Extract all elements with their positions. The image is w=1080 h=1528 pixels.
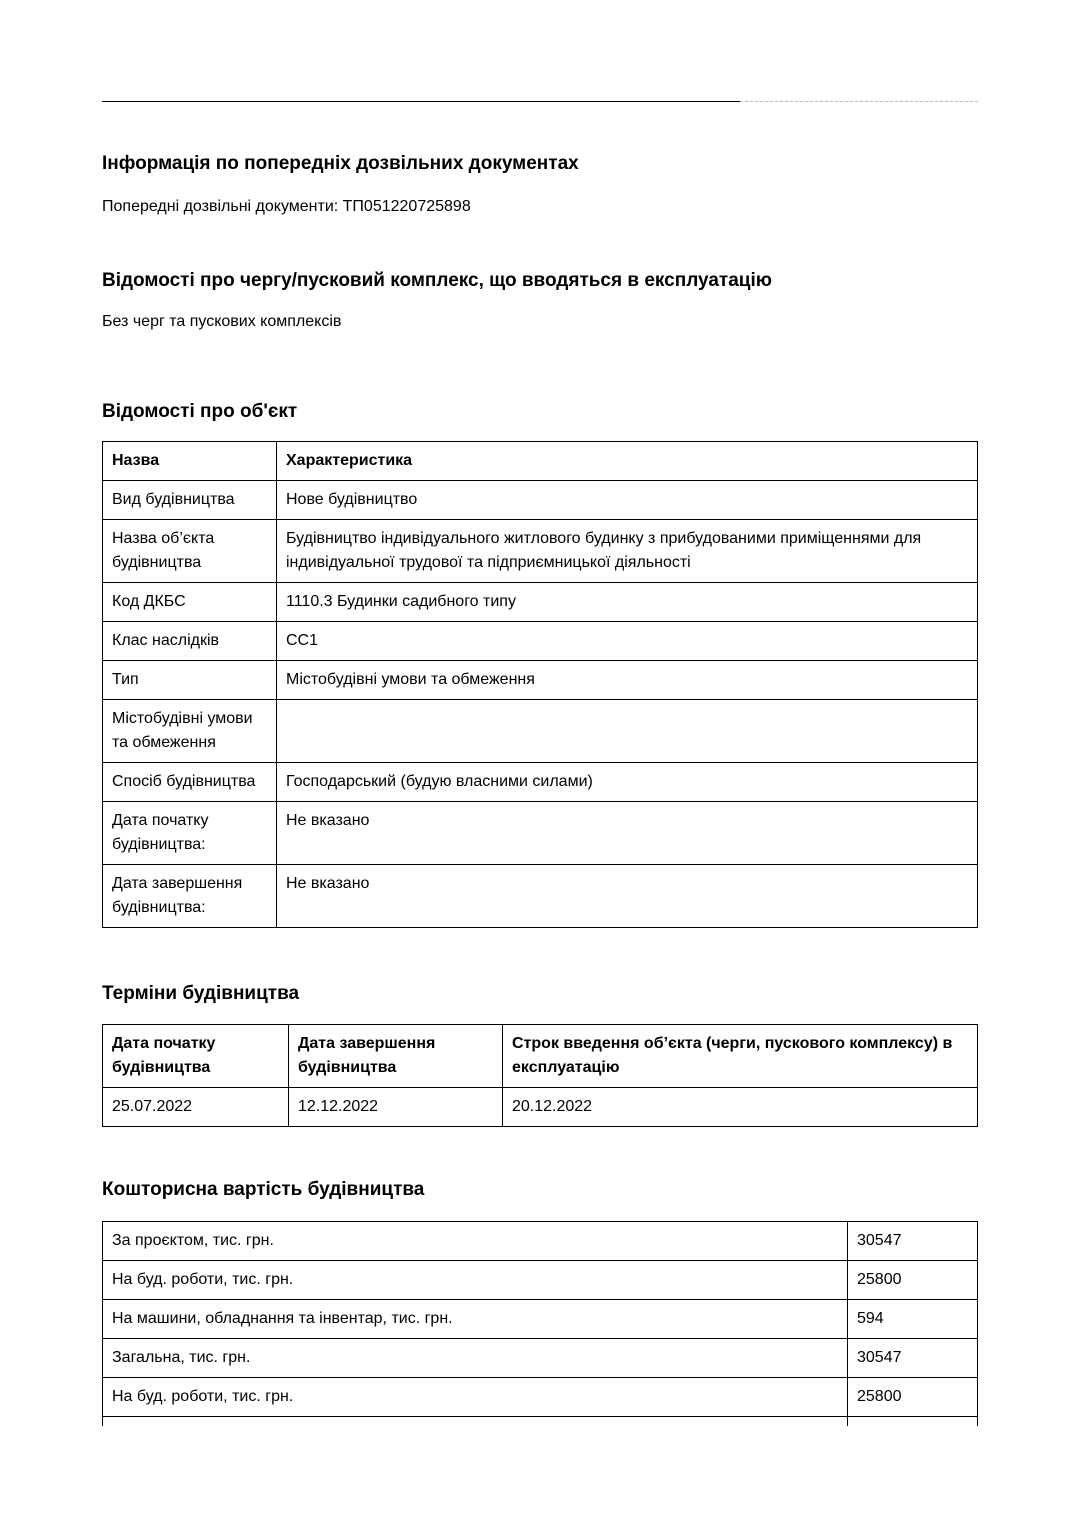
row-name: Тип [103, 661, 277, 700]
row-value: 1110.3 Будинки садибного типу [277, 583, 978, 622]
row-name: Клас наслідків [103, 622, 277, 661]
row-value: Будівництво індивідуального житлового будинку з прибудованими приміщеннями для індивідуальної трудової та підприємницької діяльності [277, 520, 978, 583]
row-value: Містобудівні умови та обмеження [277, 661, 978, 700]
cost-name: На машини, обладнання та інвентар, тис. грн. [103, 1300, 848, 1339]
row-value [277, 700, 978, 763]
table-row [103, 1417, 978, 1427]
cost-value: 30547 [848, 1339, 978, 1378]
table-row [103, 1378, 978, 1417]
cost-value: 25800 [848, 1261, 978, 1300]
cost-value: 30547 [848, 1222, 978, 1261]
prev-docs-text: Попередні дозвільні документи: ТП051220725898 [102, 198, 471, 215]
stage-heading: Відомості про чергу/пусковий комплекс, що вводяться в експлуатацію [102, 270, 772, 291]
top-rule-dashed [740, 101, 978, 102]
cost-table-viewport [100, 1220, 982, 1426]
table-row [103, 1261, 978, 1300]
col-start-header: Дата початку будівництва [103, 1025, 289, 1088]
table-row [103, 1300, 978, 1339]
row-value: Не вказано [277, 865, 978, 928]
row-name: Код ДКБС [103, 583, 277, 622]
object-table-header [103, 442, 978, 481]
table-row [103, 661, 978, 700]
table-row [103, 622, 978, 661]
terms-table-header [103, 1025, 978, 1088]
row-name: Дата початку будівництва: [103, 802, 277, 865]
col-commission-header: Строк введення об’єкта (черги, пускового комплексу) в експлуатацію [503, 1025, 978, 1088]
table-row [103, 481, 978, 520]
cost-name: На буд. роботи, тис. грн. [103, 1378, 848, 1417]
commission-date: 20.12.2022 [503, 1088, 978, 1127]
row-name: Спосіб будівництва [103, 763, 277, 802]
col-char-header: Характеристика [277, 442, 978, 481]
cost-heading: Кошторисна вартість будівництва [102, 1179, 425, 1200]
row-value: СС1 [277, 622, 978, 661]
row-value: Нове будівництво [277, 481, 978, 520]
table-row [103, 802, 978, 865]
table-row [103, 520, 978, 583]
row-name: Вид будівництва [103, 481, 277, 520]
table-row [103, 1088, 978, 1127]
top-rule [102, 101, 740, 102]
terms-table [102, 1024, 978, 1127]
row-name: Дата завершення будівництва: [103, 865, 277, 928]
cost-name-cut [103, 1417, 848, 1427]
cost-value: 25800 [848, 1378, 978, 1417]
object-heading: Відомості про об'єкт [102, 401, 298, 422]
row-value: Не вказано [277, 802, 978, 865]
cost-value: 594 [848, 1300, 978, 1339]
cost-table [102, 1221, 978, 1426]
cost-value-cut [848, 1417, 978, 1427]
cost-name: За проєктом, тис. грн. [103, 1222, 848, 1261]
row-name: Назва об’єкта будівництва [103, 520, 277, 583]
end-date: 12.12.2022 [289, 1088, 503, 1127]
table-row [103, 700, 978, 763]
row-value: Господарський (будую власними силами) [277, 763, 978, 802]
object-table [102, 441, 978, 928]
col-name-header: Назва [103, 442, 277, 481]
terms-heading: Терміни будівництва [102, 983, 300, 1004]
start-date: 25.07.2022 [103, 1088, 289, 1127]
table-row [103, 865, 978, 928]
table-row [103, 763, 978, 802]
stage-text: Без черг та пускових комплексів [102, 313, 342, 330]
table-row [103, 1222, 978, 1261]
table-row [103, 1339, 978, 1378]
row-name: Містобудівні умови та обмеження [103, 700, 277, 763]
col-end-header: Дата завершення будівництва [289, 1025, 503, 1088]
cost-name: На буд. роботи, тис. грн. [103, 1261, 848, 1300]
cost-name: Загальна, тис. грн. [103, 1339, 848, 1378]
prev-docs-heading: Інформація по попередніх дозвільних документах [102, 153, 579, 174]
table-row [103, 583, 978, 622]
